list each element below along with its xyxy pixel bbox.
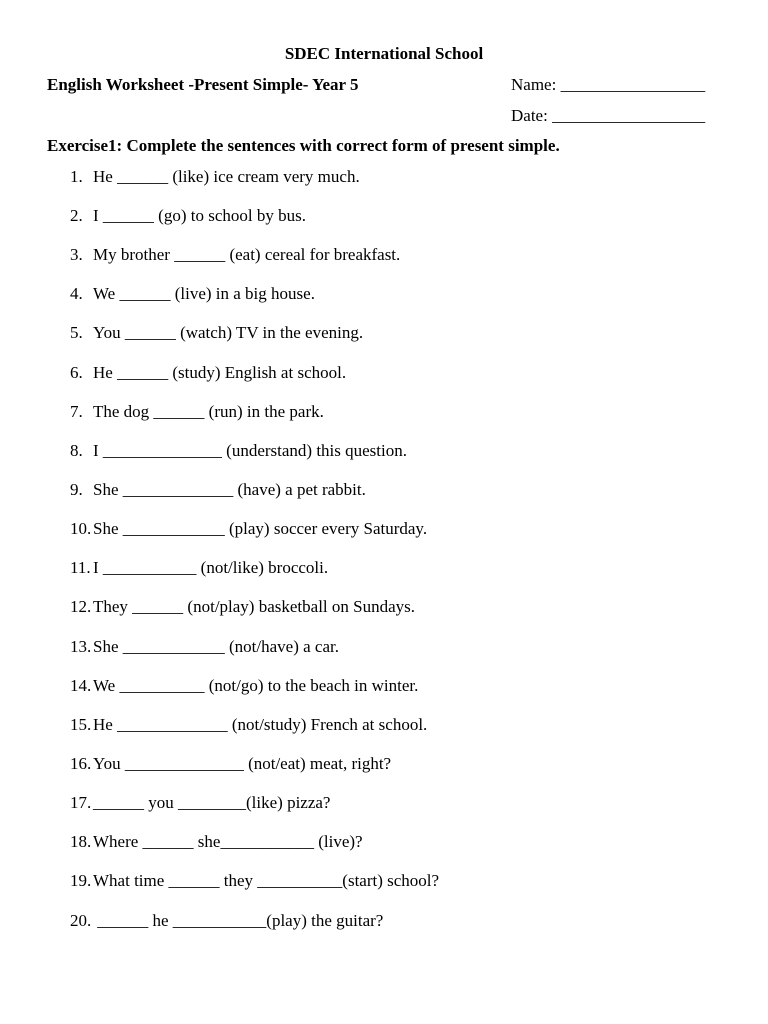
item-text: He _____________ (not/study) French at school.: [93, 715, 428, 734]
item-number: 7.: [70, 402, 83, 421]
item-text: I ___________ (not/like) broccoli.: [93, 558, 329, 577]
item-number: 20.: [70, 911, 92, 930]
item-text: She ____________ (play) soccer every Saturday.: [93, 519, 428, 538]
school-name: SDEC International School: [284, 44, 484, 63]
item-number: 10.: [70, 519, 92, 538]
item-text: ______ he ___________(play) the guitar?: [93, 911, 384, 930]
item-text: What time ______ they __________(start) school?: [93, 871, 440, 890]
item-text: You ______________ (not/eat) meat, right?: [93, 754, 392, 773]
item-text: I ______________ (understand) this question.: [93, 441, 407, 460]
item-number: 2.: [70, 206, 83, 225]
item-text: Where ______ she___________ (live)?: [93, 832, 363, 851]
name-field: Name: _________________: [511, 75, 706, 94]
item-text: He ______ (study) English at school.: [93, 363, 347, 382]
item-text: We __________ (not/go) to the beach in winter.: [93, 676, 419, 695]
item-number: 12.: [70, 597, 92, 616]
item-text: She _____________ (have) a pet rabbit.: [93, 480, 366, 499]
item-number: 11.: [70, 558, 91, 577]
item-number: 3.: [70, 245, 83, 264]
item-number: 18.: [70, 832, 92, 851]
item-text: She ____________ (not/have) a car.: [93, 637, 339, 656]
item-number: 8.: [70, 441, 83, 460]
worksheet-title: English Worksheet -Present Simple- Year 5: [47, 75, 359, 94]
item-text: They ______ (not/play) basketball on Sundays.: [93, 597, 416, 616]
item-text: We ______ (live) in a big house.: [93, 284, 315, 303]
item-number: 17.: [70, 793, 92, 812]
item-number: 16.: [70, 754, 92, 773]
item-text: My brother ______ (eat) cereal for breakfast.: [93, 245, 401, 264]
item-number: 13.: [70, 637, 92, 656]
exercise-instruction: Exercise1: Complete the sentences with correct form of present simple.: [47, 136, 560, 155]
item-number: 4.: [70, 284, 83, 303]
item-number: 6.: [70, 363, 83, 382]
item-text: You ______ (watch) TV in the evening.: [93, 323, 364, 342]
item-number: 9.: [70, 480, 83, 499]
item-number: 1.: [70, 167, 83, 186]
item-text: The dog ______ (run) in the park.: [93, 402, 324, 421]
item-number: 15.: [70, 715, 92, 734]
item-number: 5.: [70, 323, 83, 342]
item-text: I ______ (go) to school by bus.: [93, 206, 306, 225]
item-number: 14.: [70, 676, 92, 695]
date-field: Date: __________________: [511, 106, 706, 125]
item-text: He ______ (like) ice cream very much.: [93, 167, 360, 186]
item-number: 19.: [70, 871, 92, 890]
item-text: ______ you ________(like) pizza?: [93, 793, 331, 812]
